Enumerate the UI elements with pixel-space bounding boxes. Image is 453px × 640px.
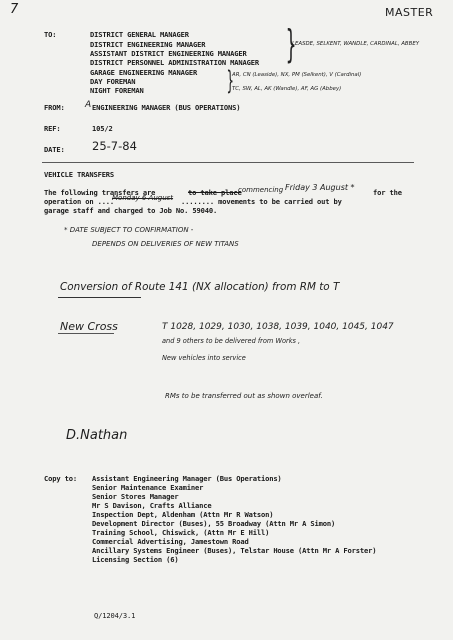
rm-transfer-note: RMs to be transferred out as shown overleaf. [165,392,323,400]
recipient-brace-top: } [285,22,297,66]
vehicle-delivery-note: and 9 others to be delivered from Works , [162,337,301,345]
copy-recipient: Inspection Dept, Aldenham (Attn Mr R Watson) [92,510,274,519]
signature: D.Nathan [66,428,128,443]
copy-recipient: Ancillary Systems Engineer (Buses), Telstar House (Attn Mr A Forster) [92,546,377,555]
body-line2-end: ........ movements to be carried out by [181,197,342,206]
ref-value: 105/2 [92,124,113,133]
recipient-line: DISTRICT GENERAL MANAGER [90,30,189,39]
garage-underline [58,333,114,334]
copy-recipient: Licensing Section (6) [92,555,179,564]
master-stamp: MASTER [385,6,434,19]
copy-recipient: Senior Maintenance Examiner [92,483,204,492]
from-value: ENGINEERING MANAGER (BUS OPERATIONS) [92,103,241,112]
conversion-heading: Conversion of Route 141 (NX allocation) from RM to T [60,281,340,293]
copy-recipient: Commercial Advertising, Jamestown Road [92,537,249,546]
copy-recipient: Senior Stores Manager [92,492,179,501]
copy-recipient: Mr S Davison, Crafts Alliance [92,501,212,510]
date-label: DATE: [44,145,65,154]
vehicle-fleet-numbers: T 1028, 1029, 1030, 1038, 1039, 1040, 1045, 1047 [162,322,394,332]
conversion-underline [58,297,141,298]
recipient-line: DISTRICT PERSONNEL ADMINISTRATION MANAGER [90,58,259,67]
copy-recipient: Training School, Chiswick, (Attn Mr E Hill) [92,528,270,537]
vehicle-service-note: New vehicles into service [162,354,246,362]
body-line2-handwritten: Monday 6 August [112,194,174,202]
note-deliveries: DEPENDS ON DELIVERIES OF NEW TITANS [92,240,239,248]
recipient-line: DAY FOREMAN [90,77,136,86]
body-line1-end: for the [373,188,402,197]
recipient-line: NIGHT FOREMAN [90,86,144,95]
body-line3: garage staff and charged to Job No. 59040. [44,206,218,215]
header-divider [42,162,414,163]
subject-heading: VEHICLE TRANSFERS [44,170,115,179]
body-line2-start: operation on .... [44,197,115,206]
body-line1-start: The following transfers are [44,188,156,197]
recipient-line: DISTRICT ENGINEERING MANAGER [90,40,206,49]
ref-label: REF: [44,124,61,133]
recipient-line: ASSISTANT DISTRICT ENGINEERING MANAGER [90,49,247,58]
copy-recipient: Development Director (Buses), 55 Broadway (Attn Mr A Simon) [92,519,336,528]
garage-annotation: AR, CN (Leaside), NX, PM (Selkent), V (Cardinal) [232,72,362,78]
district-annotation: LEASDE, SELKENT, WANDLE, CARDINAL, ABBEY [292,41,420,47]
garage-new-cross: New Cross [60,320,118,333]
copy-to-label: Copy to: [44,474,77,483]
body-line1-handwritten-date: Friday 3 August * [285,183,355,192]
recipient-line: GARAGE ENGINEERING MANAGER [90,68,198,77]
to-label: TO: [44,30,57,39]
note-date-subject: * DATE SUBJECT TO CONFIRMATION - [64,226,194,234]
body-line1-handwritten: commencing [238,186,284,194]
garage-annotation: TC, SW, AL, AK (Wandle), AF, AG (Abbey) [232,86,342,92]
from-prefix-mark: A [85,100,92,110]
recipient-brace-bottom: } [226,66,234,96]
from-label: FROM: [44,103,65,112]
body-line1-struck: to take place [188,188,242,197]
corner-mark: 7 [10,2,19,17]
date-value: 25-7-84 [92,139,137,153]
footer-reference: Q/1204/3.1 [94,611,136,620]
copy-recipient: Assistant Engineering Manager (Bus Operations) [92,474,282,483]
